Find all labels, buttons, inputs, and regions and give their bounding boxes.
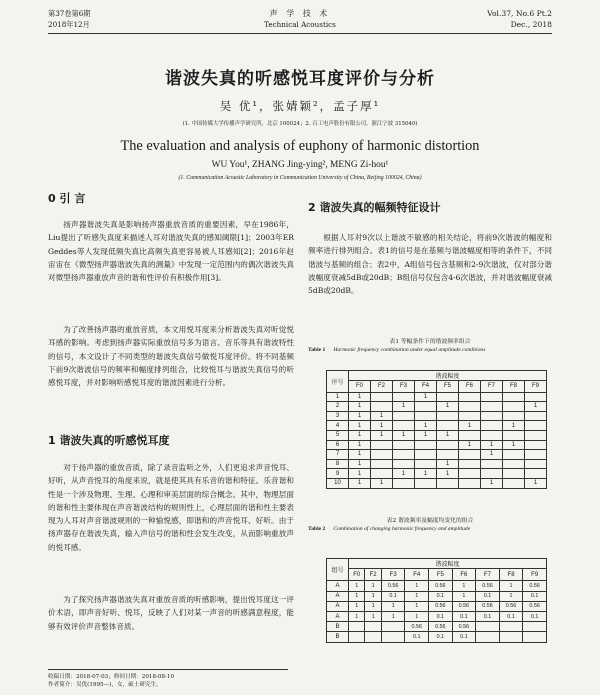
table1-cell: 1 — [349, 430, 371, 440]
table1-cell — [459, 402, 481, 412]
table1-row-id: 5 — [327, 430, 349, 440]
table1-cell — [437, 392, 459, 402]
table2-cell: 1 — [452, 591, 476, 601]
section-heading-1: 1 谐波失真的听感悦耳度 — [48, 434, 170, 447]
table1-row-id: 3 — [327, 411, 349, 421]
table1-cell — [459, 469, 481, 479]
intro-paragraph-2: 为了改善扬声器的重放音质，本文用悦耳度来分析谐波失真对听觉悦耳感的影响。考虑到扬声器实际重放信号多为语言、音乐等具有谐波特性的信号，本文设计了不同类型的谐波失真信号做悦耳度评价。将不同基频下前9次谐波信号的频率和幅度排列组合，比较悦耳与谐波失真信号的听感悦耳度，并对影响听感悦耳度的谐波因素进行分析。 — [48, 325, 294, 388]
section-heading-2: 2 谐波失真的幅频特征设计 — [308, 201, 441, 214]
table1-cell — [459, 478, 481, 488]
table1-caption-cn: 表1 等幅条件下的谐波频率组合 — [389, 339, 471, 345]
table1-cell — [393, 421, 415, 431]
volume-en: Vol.37, No.6 Pt.2 — [487, 9, 552, 18]
table1-cell — [459, 450, 481, 460]
table1-row — [327, 459, 547, 469]
table2-cell: 0.56 — [429, 601, 453, 611]
header-center — [48, 8, 552, 30]
table1-group-header: 谐波幅度 — [349, 371, 547, 381]
date-cn: 2018年12月 — [48, 20, 90, 29]
table1-cell — [437, 421, 459, 431]
table1-cell: 1 — [393, 469, 415, 479]
journal-name-cn: 声 学 技 术 — [269, 9, 331, 18]
section1-paragraph-2: 为了探究扬声器谐波失真对重放音质的听感影响，提出悦耳度这一评价术语，即声音好听、悦耳，反映了人们对某一声音的听感满意程度，能够有效评价声音整体音质。 — [48, 595, 294, 631]
table2-cell — [381, 622, 405, 632]
table1-cell: 1 — [393, 430, 415, 440]
table1-column-header: F3 — [393, 381, 415, 393]
table2-row-id: B — [327, 622, 349, 632]
table1-row — [327, 421, 547, 431]
table1-cell — [525, 421, 547, 431]
table1-cell — [481, 430, 503, 440]
table2-cell: 0.56 — [405, 622, 429, 632]
table1-cell — [481, 402, 503, 412]
table2-cell: 1 — [349, 591, 365, 601]
table1-cell — [481, 421, 503, 431]
table1-cell — [459, 430, 481, 440]
table2-row — [327, 591, 547, 601]
table2-cell — [349, 632, 365, 642]
table1-cell: 1 — [459, 421, 481, 431]
table2-row — [327, 622, 547, 632]
table2-cell: 1 — [365, 611, 381, 621]
table2-cell: 0.1 — [476, 611, 500, 621]
table1 — [326, 370, 547, 489]
table1-cell: 1 — [371, 421, 393, 431]
table2-cell: 0.56 — [523, 581, 547, 591]
table2-cell: 0.56 — [452, 622, 476, 632]
table2-cell: 0.56 — [452, 601, 476, 611]
table2-column-header: F5 — [429, 569, 453, 581]
table2-cell: 0.1 — [429, 591, 453, 601]
table2-cell: 0.56 — [429, 622, 453, 632]
table2-cell: 0.56 — [499, 601, 523, 611]
table2-column-header: F3 — [381, 569, 405, 581]
table2-row-id: B — [327, 632, 349, 642]
table1-row-id: 1 — [327, 392, 349, 402]
table1-cell: 1 — [481, 478, 503, 488]
table1-cell — [437, 411, 459, 421]
table1-cell — [393, 450, 415, 460]
table1-cell: 1 — [349, 469, 371, 479]
table2-caption-cn: 表2 谐波频率及幅度均变化的组合 — [386, 518, 474, 524]
table1-cell: 1 — [525, 402, 547, 412]
table2-row-id: A — [327, 611, 349, 621]
table1-caption-en: Harmonic frequency combination under equal amplitude conditions — [333, 347, 486, 353]
table1-cell — [525, 430, 547, 440]
table2-cell: 0.1 — [429, 611, 453, 621]
table1-cell — [371, 392, 393, 402]
table1-cell — [415, 450, 437, 460]
table1-cell — [393, 440, 415, 450]
table2-cell: 0.1 — [523, 611, 547, 621]
table2-cell: 1 — [405, 601, 429, 611]
table1-cell — [503, 392, 525, 402]
table1-cell: 1 — [481, 450, 503, 460]
table1-cell: 1 — [503, 440, 525, 450]
table2-cell: 1 — [365, 601, 381, 611]
table1-cell — [393, 392, 415, 402]
table1-cell — [393, 478, 415, 488]
table1-cell — [415, 440, 437, 450]
table1-label: Table 1 — [308, 347, 326, 353]
table1-row-id: 6 — [327, 440, 349, 450]
table1-row — [327, 450, 547, 460]
section2-paragraph-1: 根据人耳对9次以上谐波不敏感的相关结论，将前9次谐波的幅度和频率进行排列组合。表1的信号是在基频与谐波幅度相等的条件下，不同谐波与基频的组合；表2中，A组信号包含基频和2-9次谐波，仅对部分谐波幅度衰减5dB或20dB；B组信号仅包含4-6次谐波，并对谐波幅度衰减5dB或20dB。 — [308, 233, 552, 296]
table2-cell — [349, 622, 365, 632]
table1-row — [327, 430, 547, 440]
table1-cell — [481, 392, 503, 402]
table1-caption — [308, 338, 552, 354]
table2-cell — [365, 632, 381, 642]
table2-label: Table 2 — [308, 526, 326, 532]
table1-cell — [525, 392, 547, 402]
table1-cell — [503, 411, 525, 421]
table2-cell: 0.1 — [452, 632, 476, 642]
table1-row-id: 2 — [327, 402, 349, 412]
table1-cell: 1 — [349, 421, 371, 431]
table2 — [326, 558, 547, 643]
table1-column-header: F8 — [503, 381, 525, 393]
table2-cell: 1 — [381, 611, 405, 621]
authors-en: WU You¹, ZHANG Jing-ying², MENG Zi-hou¹ — [211, 160, 389, 170]
footnote-received: 收稿日期：2018-07-03；修回日期：2018-08-10 — [48, 674, 175, 680]
table1-cell — [525, 411, 547, 421]
table2-cell: 1 — [405, 591, 429, 601]
table1-row — [327, 411, 547, 421]
table1-cell — [525, 440, 547, 450]
table1-column-header: F4 — [415, 381, 437, 393]
table2-cell: 1 — [365, 581, 381, 591]
table1-cell — [415, 402, 437, 412]
table2-cell: 0.1 — [523, 591, 547, 601]
table1-cell: 1 — [349, 440, 371, 450]
table2-cell: 0.56 — [429, 581, 453, 591]
table1-cell: 1 — [349, 402, 371, 412]
table1-cell — [371, 450, 393, 460]
table2-cell: 0.56 — [476, 581, 500, 591]
table1-cell: 1 — [415, 469, 437, 479]
table1-column-header: F9 — [525, 381, 547, 393]
table1-row — [327, 392, 547, 402]
table1-row — [327, 469, 547, 479]
table1-row — [327, 440, 547, 450]
table1-cell — [503, 459, 525, 469]
table1-cell: 1 — [349, 478, 371, 488]
running-header — [48, 6, 552, 34]
table1-column-header: F2 — [371, 381, 393, 393]
table1-cell — [415, 478, 437, 488]
table2-row — [327, 581, 547, 591]
table2-row-id: A — [327, 601, 349, 611]
table1-cell: 1 — [437, 469, 459, 479]
table1-cell — [371, 459, 393, 469]
table1-row-id: 10 — [327, 478, 349, 488]
table2-cell: 0.1 — [429, 632, 453, 642]
table2-cell: 1 — [452, 581, 476, 591]
table2-row — [327, 632, 547, 642]
table1-cell — [415, 411, 437, 421]
table1-cell — [525, 469, 547, 479]
table2-column-header: F7 — [476, 569, 500, 581]
table1-cell — [503, 402, 525, 412]
table1-column-header: F0 — [349, 381, 371, 393]
table1-cell: 1 — [525, 478, 547, 488]
table2-column-header: F6 — [452, 569, 476, 581]
table1-cell — [503, 430, 525, 440]
table2-cell: 0.1 — [476, 591, 500, 601]
table1-cell: 1 — [415, 421, 437, 431]
table2-row-id: A — [327, 591, 349, 601]
table1-cell: 1 — [349, 392, 371, 402]
table2-cell: 1 — [381, 601, 405, 611]
table2-cell: 1 — [499, 591, 523, 601]
table1-cell — [393, 459, 415, 469]
table1-cell: 1 — [437, 402, 459, 412]
table2-cell: 0.1 — [452, 611, 476, 621]
table1-cell: 1 — [349, 450, 371, 460]
table1-row-id: 4 — [327, 421, 349, 431]
date-en: Dec., 2018 — [510, 20, 552, 29]
table2-cell: 1 — [405, 611, 429, 621]
table2-caption-en: Combination of changing harmonic frequency and amplitude — [333, 526, 471, 532]
table1-cell: 1 — [349, 411, 371, 421]
affiliation-cn: (1. 中国传媒大学传播声学研究所，北京 100024；2. 百工电声股份有限公司，浙江宁波 315040) — [182, 121, 418, 127]
authors-cn: 吴 优¹，张婧颖²，孟子厚¹ — [219, 99, 381, 113]
table1-cell — [503, 450, 525, 460]
paper-title-en: The evaluation and analysis of euphony of harmonic distortion — [120, 138, 480, 154]
header-right — [487, 8, 552, 30]
table2-column-header: F9 — [523, 569, 547, 581]
table2-row-id: A — [327, 581, 349, 591]
table2-cell: 1 — [349, 581, 365, 591]
table2-column-header: F4 — [405, 569, 429, 581]
table2-cell — [476, 622, 500, 632]
table1-row — [327, 402, 547, 412]
table2-cell: 1 — [349, 601, 365, 611]
table1-cell — [525, 450, 547, 460]
table2-cell — [365, 622, 381, 632]
table2-cell — [523, 632, 547, 642]
table2-cell: 1 — [365, 591, 381, 601]
table1-cell — [371, 402, 393, 412]
table1-cell — [371, 469, 393, 479]
table1-cell — [481, 459, 503, 469]
table1-cell: 1 — [371, 478, 393, 488]
table2-group-header: 谐波幅度 — [349, 559, 547, 569]
table1-cell — [525, 459, 547, 469]
table1-row-id: 9 — [327, 469, 349, 479]
volume-cn: 第37卷第6期 — [48, 9, 91, 18]
table1-column-header: F6 — [459, 381, 481, 393]
table2-cell — [381, 632, 405, 642]
table2-cell: 0.1 — [381, 591, 405, 601]
table2-cell: 1 — [499, 581, 523, 591]
table1-row-header: 序号 — [327, 371, 349, 393]
table2-cell: 0.56 — [523, 601, 547, 611]
table2-cell: 1 — [349, 611, 365, 621]
table1-row-id: 8 — [327, 459, 349, 469]
table2-row-header: 组号 — [327, 559, 349, 581]
table1-row-id: 7 — [327, 450, 349, 460]
table2-caption — [308, 517, 552, 533]
footnote — [48, 669, 288, 689]
table1-cell — [459, 411, 481, 421]
affiliation-en: (1. Communication Acoustic Laboratory in Communication University of China, Beijing 100024, China) — [178, 175, 422, 181]
section1-paragraph-1: 对于扬声器的重放音质，除了录音监听之外，人们更追求声音悦耳、好听，从声音悦耳的角度来说，就是使其具有乐音的谐和特征。乐音谐和性是一个涉及物理、生理、心理和审美层面的综合概念。其中，物理层面的谐和性主要体现在声音谐波结构的规则性上，心理层面的谐和性主要表现为人耳对声音谐波规则的一种愉悦感，即谐和的声音悦耳、好听。由于扬声器存在谐波失真，输入声信号的谐和性会发生改变，从而影响重放声的悦耳感。 — [48, 463, 294, 552]
table2-column-header: F0 — [349, 569, 365, 581]
table1-cell — [437, 450, 459, 460]
table1-cell: 1 — [459, 440, 481, 450]
table2-cell: 1 — [405, 581, 429, 591]
table1-cell — [503, 478, 525, 488]
table1-cell — [437, 440, 459, 450]
table1-cell: 1 — [415, 430, 437, 440]
paper-title-cn: 谐波失真的听感悦耳度评价与分析 — [165, 69, 435, 89]
table1-cell — [371, 440, 393, 450]
intro-paragraph-1: 扬声器谐波失真是影响扬声器重放音质的重要因素，早在1986年，Liu提出了听感失真度来描述人耳对谐波失真的感知阈限[1]；2003年ER Geddes等人发现低频失真比高频失真更容易被人耳感知[2]；2016年赵宙宙在《微型扬声器谐波失真的测量》中发现一定范围内的偶次谐波失真对微型扬声器重放声音的谐和性评价有积极作用[3]。 — [48, 220, 294, 283]
table1-cell — [393, 411, 415, 421]
table1-column-header: F7 — [481, 381, 503, 393]
table2-row — [327, 601, 547, 611]
table1-cell: 1 — [481, 440, 503, 450]
table1-cell — [415, 459, 437, 469]
table1-cell: 1 — [371, 411, 393, 421]
table2-row — [327, 611, 547, 621]
table1-cell — [481, 469, 503, 479]
table1-column-header: F5 — [437, 381, 459, 393]
journal-name-en: Technical Acoustics — [264, 20, 336, 29]
table1-cell — [459, 459, 481, 469]
table1-cell: 1 — [415, 392, 437, 402]
table2-column-header: F2 — [365, 569, 381, 581]
table2-column-header: F8 — [499, 569, 523, 581]
table2-cell: 0.56 — [381, 581, 405, 591]
section-heading-0: 0 引 言 — [48, 192, 86, 205]
table1-cell: 1 — [437, 430, 459, 440]
table2-cell — [523, 622, 547, 632]
table1-cell: 1 — [371, 430, 393, 440]
table1-cell: 1 — [393, 402, 415, 412]
table1-row — [327, 478, 547, 488]
table2-cell — [476, 632, 500, 642]
table2-cell: 0.1 — [499, 611, 523, 621]
table2-cell — [499, 622, 523, 632]
table1-cell — [459, 392, 481, 402]
table1-cell — [437, 478, 459, 488]
table1-cell: 1 — [349, 459, 371, 469]
footnote-author: 作者简介：吴优(1995—)，女，硕士研究生。 — [48, 682, 162, 688]
table1-cell: 1 — [437, 459, 459, 469]
table1-cell — [503, 469, 525, 479]
table1-cell — [481, 411, 503, 421]
table2-cell: 0.56 — [476, 601, 500, 611]
table2-cell: 0.1 — [405, 632, 429, 642]
table1-cell: 1 — [503, 421, 525, 431]
table2-cell — [499, 632, 523, 642]
